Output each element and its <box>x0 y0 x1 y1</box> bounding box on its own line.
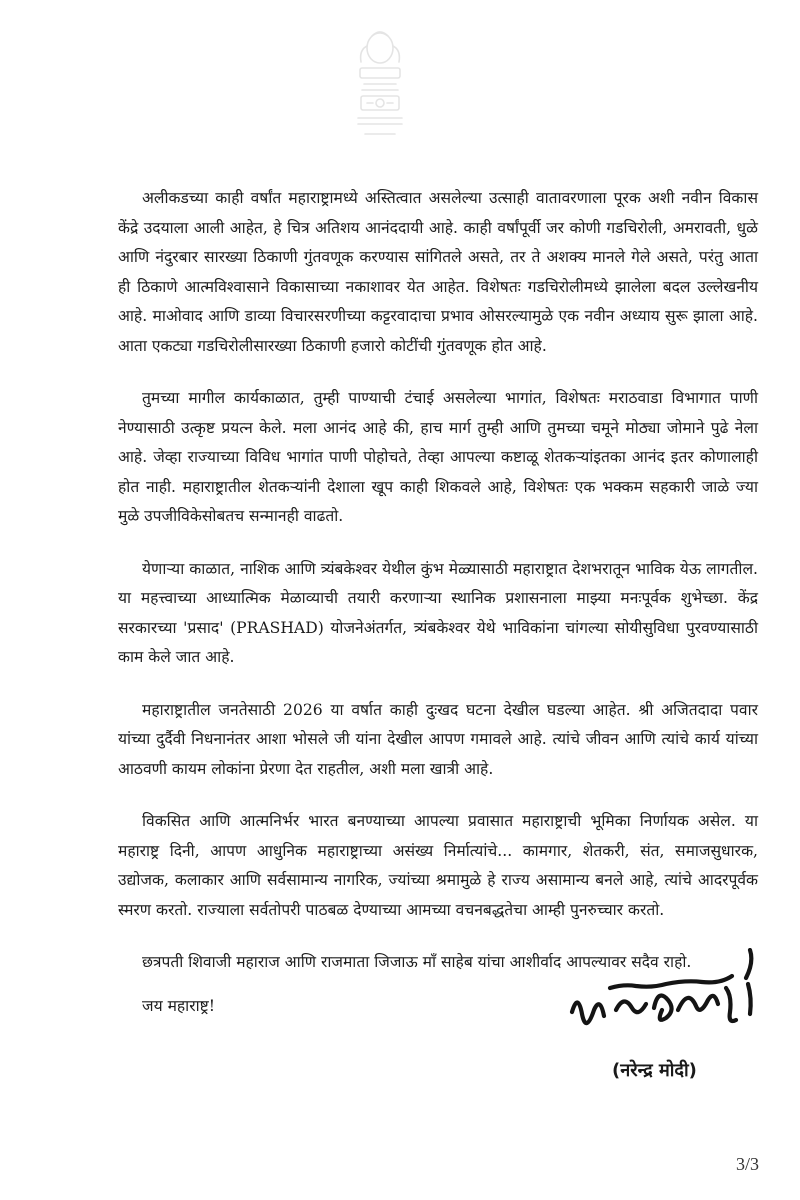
paragraph-water-farmers: तुमच्या मागील कार्यकाळात, तुम्ही पाण्याची टंचाई असलेल्या भागांत, विशेषतः मराठवाडा विभागात पाणी नेण्यासाठी उत्कृष्ट प्रयत्न केले. मला आनंद आहे की, हाच मार्ग तुम्ही आणि तुमच्या चमूने मोठ्या जोमाने पुढे नेला आहे. जेव्हा राज्याच्या विविध भागांत पाणी पोहोचते, तेव्हा आपल्या कष्टाळू शेतकऱ्यांइतका आनंद इतर कोणालाही होत नाही. महाराष्ट्रातील शेतकऱ्यांनी देशाला खूप काही शिकवले आहे, विशेषतः एक भक्कम सहकारी जाळे ज्या मुळे उपजीविकेसोबतच सन्मानही वाढतो. <box>118 389 758 525</box>
handwritten-signature-icon <box>558 948 778 1044</box>
paragraph-maharashtra-day: विकसित आणि आत्मनिर्भर भारत बनण्याच्या आपल्या प्रवासात महाराष्ट्राची भूमिका निर्णायक असेल. या महाराष्ट्र दिनी, आपण आधुनिक महाराष्ट्राच्या असंख्य निर्मात्यांचे... कामगार, शेतकरी, संत, समाजसुधारक, उद्योजक, कलाकार आणि सर्वसामान्य नागरिक, ज्यांच्या श्रमामुळे हे राज्य असामान्य बनले आहे, त्यांचे आदरपूर्वक स्मरण करतो. राज्याला सर्वतोपरी पाठबळ देण्याच्या आमच्या वचनबद्धतेचा आम्ही पुनरुच्चार करतो. <box>118 812 758 919</box>
paragraph-development-centres: अलीकडच्या काही वर्षांत महाराष्ट्रामध्ये अस्तित्वात असलेल्या उत्साही वातावरणाला पूरक अशी नवीन विकास केंद्रे उदयाला आली आहेत, हे चित्र अतिशय आनंददायी आहे. काही वर्षांपूर्वी जर कोणी गडचिरोली, अमरावती, धुळे आणि नंदुरबार सारख्या ठिकाणी गुंतवणूक करण्यास सांगितले असते, तर ते अशक्य मानले गेले असते, परंतु आता ही ठिकाणे आत्मविश्वासाने विकासाच्या नकाशावर येत आहेत. विशेषतः गडचिरोलीमध्ये झालेला बदल उल्लेखनीय आहे. माओवाद आणि डाव्या विचारसरणीच्या कट्टरवादाचा प्रभाव ओसरल्यामुळे एक नवीन अध्याय सुरू झाला आहे. आता एकट्या गडचिरोलीसारख्या ठिकाणी हजारो कोटींची गुंतवणूक होत आहे. <box>118 189 758 355</box>
paragraph-condolences: महाराष्ट्रातील जनतेसाठी 2026 या वर्षात काही दुःखद घटना देखील घडल्या आहेत. श्री अजितदादा पवार यांच्या दुर्दैवी निधनानंतर आशा भोसले जी यांना देखील आपण गमावले आहे. त्यांचे जीवन आणि त्यांचे कार्य यांच्या आठवणी कायम लोकांना प्रेरणा देत राहतील, अशी मला खात्री आहे. <box>118 700 758 778</box>
page-number: 3/3 <box>736 1154 760 1174</box>
signatory-name: (नरेन्द्र मोदी) <box>612 1060 697 1081</box>
letter-body <box>118 184 758 1035</box>
paragraph-kumbh-mela: येणाऱ्या काळात, नाशिक आणि त्र्यंबकेश्वर येथील कुंभ मेळ्यासाठी महाराष्ट्रात देशभरातून भाविक येऊ लागतील. या महत्त्वाच्या आध्यात्मिक मेळाव्याची तयारी करणाऱ्या स्थानिक प्रशासनाला माझ्या मनःपूर्वक शुभेच्छा. केंद्र सरकारच्या 'प्रसाद' (PRASHAD) योजनेअंतर्गत, त्र्यंबकेश्वर येथे भाविकांना चांगल्या सोयीसुविधा पुरवण्यासाठी काम केले जात आहे. <box>118 559 758 666</box>
salutation: जय महाराष्ट्र! <box>142 996 216 1015</box>
paragraph-blessings: छत्रपती शिवाजी महाराज आणि राजमाता जिजाऊ माँ साहेब यांचा आशीर्वाद आपल्यावर सदैव राहो. <box>142 953 692 971</box>
state-emblem-icon <box>345 22 415 152</box>
